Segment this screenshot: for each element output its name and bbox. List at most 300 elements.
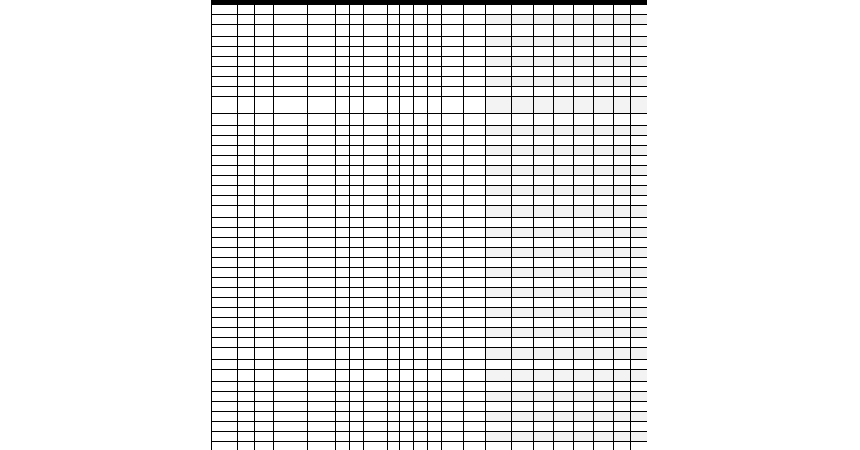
table-cell [614,196,631,206]
table-cell [274,308,308,318]
table-cell [442,156,464,166]
table-cell [274,57,308,67]
table-cell [594,57,614,67]
table-cell [308,382,336,392]
table-cell [486,47,512,57]
table-cell [594,338,614,348]
table-cell [534,97,554,114]
table-cell [414,348,428,360]
table-cell [428,15,442,25]
table-cell [238,37,255,47]
table-cell [574,114,594,126]
table-cell [212,114,238,126]
table-cell [554,370,574,382]
table-cell [614,166,631,176]
table-cell [308,360,336,370]
table-cell [594,432,614,442]
table-cell [400,360,414,370]
table-cell [574,318,594,328]
table-cell [274,348,308,360]
table-row [212,432,648,442]
table-row [212,412,648,422]
table-cell [428,382,442,392]
table-cell [428,37,442,47]
table-cell [364,5,388,15]
table-cell [554,47,574,57]
table-cell [464,348,486,360]
table-cell [336,67,350,77]
table-cell [238,258,255,268]
table-cell [414,186,428,196]
table-cell [574,206,594,218]
table-cell [631,278,648,288]
table-cell [512,338,534,348]
table-cell [428,176,442,186]
table-cell [631,25,648,37]
table-cell [428,238,442,248]
table-cell [238,370,255,382]
table-cell [486,422,512,432]
table-cell [400,298,414,308]
table-cell [574,126,594,136]
table-cell [400,338,414,348]
table-cell [574,268,594,278]
table-cell [255,402,274,412]
table-cell [534,15,554,25]
table-cell [464,308,486,318]
table-cell [350,248,364,258]
table-cell [274,206,308,218]
table-cell [574,97,594,114]
table-cell [554,392,574,402]
table-cell [364,218,388,228]
table-cell [212,186,238,196]
table-cell [274,392,308,402]
table-cell [614,422,631,432]
table-row [212,15,648,25]
table-cell [400,392,414,402]
table-cell [428,114,442,126]
table-cell [428,268,442,278]
table-cell [512,288,534,298]
table-cell [388,228,400,238]
table-cell [308,288,336,298]
table-cell [614,114,631,126]
table-cell [238,25,255,37]
table-cell [534,218,554,228]
table-cell [414,47,428,57]
table-cell [238,218,255,228]
table-cell [212,25,238,37]
table-cell [350,5,364,15]
table-cell [400,47,414,57]
table-cell [594,228,614,238]
table-cell [388,318,400,328]
table-cell [428,412,442,422]
table-cell [364,288,388,298]
table-row [212,196,648,206]
table-cell [364,392,388,402]
table-cell [428,248,442,258]
table-cell [554,278,574,288]
table-cell [238,196,255,206]
table-cell [594,392,614,402]
table-cell [400,15,414,25]
table-cell [534,126,554,136]
table-cell [350,196,364,206]
table-cell [442,432,464,442]
table-cell [274,186,308,196]
table-cell [350,15,364,25]
table-cell [614,126,631,136]
table-cell [414,87,428,97]
table-cell [238,166,255,176]
table-cell [534,370,554,382]
table-cell [574,422,594,432]
table-cell [554,258,574,268]
table-cell [486,442,512,450]
table-cell [594,348,614,360]
table-cell [414,422,428,432]
table-cell [574,402,594,412]
table-cell [308,238,336,248]
table-cell [442,57,464,67]
table-cell [255,278,274,288]
table-cell [388,5,400,15]
table-cell [388,422,400,432]
table-row [212,442,648,450]
table-row [212,166,648,176]
table-cell [255,15,274,25]
table-cell [534,156,554,166]
table-cell [400,442,414,450]
table-cell [486,248,512,258]
table-cell [212,278,238,288]
table-cell [388,402,400,412]
table-row [212,176,648,186]
table-cell [534,308,554,318]
table-cell [554,136,574,146]
table-cell [350,348,364,360]
table-cell [486,360,512,370]
table-cell [631,37,648,47]
table-cell [554,412,574,422]
table-cell [212,382,238,392]
table-cell [336,166,350,176]
table-cell [464,146,486,156]
table-cell [486,308,512,318]
table-cell [350,77,364,87]
table-cell [631,370,648,382]
table-cell [212,5,238,15]
table-cell [428,196,442,206]
table-cell [336,422,350,432]
table-cell [464,422,486,432]
table-cell [534,87,554,97]
table-cell [614,228,631,238]
table-cell [388,278,400,288]
table-cell [631,87,648,97]
table-cell [631,318,648,328]
table-cell [400,97,414,114]
table-cell [388,412,400,422]
table-cell [350,25,364,37]
table-cell [594,308,614,318]
table-cell [255,218,274,228]
table-cell [364,360,388,370]
table-cell [512,228,534,238]
table-cell [274,278,308,288]
table-cell [464,25,486,37]
table-cell [212,328,238,338]
table-cell [534,298,554,308]
table-cell [486,228,512,238]
table-cell [400,37,414,47]
table-cell [364,308,388,318]
table-cell [428,328,442,338]
table-cell [238,156,255,166]
table-cell [388,442,400,450]
table-cell [212,318,238,328]
table-cell [464,238,486,248]
table-cell [534,348,554,360]
table-cell [336,412,350,422]
table-cell [350,176,364,186]
table-cell [414,382,428,392]
table-cell [464,278,486,288]
table-cell [631,186,648,196]
table-cell [336,360,350,370]
table-cell [336,338,350,348]
table-cell [255,248,274,258]
table-cell [554,206,574,218]
table-cell [534,67,554,77]
table-cell [486,156,512,166]
table-cell [442,422,464,432]
table-cell [274,328,308,338]
table-cell [400,114,414,126]
table-cell [336,47,350,57]
table-cell [442,238,464,248]
table-cell [594,288,614,298]
table-cell [486,432,512,442]
table-cell [238,228,255,238]
table-cell [364,25,388,37]
table-cell [486,136,512,146]
table-cell [364,268,388,278]
table-cell [364,114,388,126]
table-cell [554,382,574,392]
table-cell [414,77,428,87]
table-cell [238,360,255,370]
table-cell [364,402,388,412]
table-cell [308,370,336,382]
table-cell [414,392,428,402]
table-cell [512,206,534,218]
table-cell [212,166,238,176]
table-cell [512,308,534,318]
table-cell [350,308,364,318]
table-cell [350,47,364,57]
table-cell [388,328,400,338]
table-cell [594,382,614,392]
table-cell [274,258,308,268]
table-cell [614,206,631,218]
table-cell [364,206,388,218]
table-cell [212,176,238,186]
table-cell [350,328,364,338]
table-cell [400,238,414,248]
table-cell [614,382,631,392]
table-row [212,47,648,57]
table-cell [442,114,464,126]
table-cell [631,176,648,186]
table-cell [512,57,534,67]
table-cell [364,77,388,87]
table-cell [614,77,631,87]
table-cell [594,258,614,268]
table-cell [308,146,336,156]
table-cell [614,156,631,166]
table-cell [428,318,442,328]
table-cell [400,206,414,218]
table-cell [212,47,238,57]
table-cell [428,360,442,370]
table-cell [574,15,594,25]
table-cell [255,67,274,77]
table-cell [336,146,350,156]
table-cell [512,176,534,186]
table-cell [464,370,486,382]
table-cell [274,67,308,77]
table-row [212,382,648,392]
table-cell [486,218,512,228]
table-cell [364,298,388,308]
table-row [212,258,648,268]
table-cell [428,370,442,382]
table-cell [594,360,614,370]
table-cell [388,206,400,218]
table-cell [364,67,388,77]
table-cell [554,176,574,186]
table-cell [212,228,238,238]
table-cell [308,37,336,47]
table-cell [274,402,308,412]
table-cell [388,146,400,156]
table-cell [428,402,442,412]
table-cell [388,298,400,308]
table-cell [614,298,631,308]
table-cell [336,298,350,308]
table-cell [574,370,594,382]
table-cell [631,268,648,278]
table-cell [400,196,414,206]
table-cell [512,156,534,166]
table-cell [238,348,255,360]
table-cell [486,67,512,77]
table-cell [614,5,631,15]
table-cell [238,136,255,146]
table-cell [364,328,388,338]
table-cell [414,25,428,37]
table-cell [594,5,614,15]
table-cell [512,422,534,432]
table-cell [428,136,442,146]
table-cell [554,114,574,126]
table-row [212,370,648,382]
table-cell [414,238,428,248]
table-cell [255,136,274,146]
table-cell [364,278,388,288]
table-cell [255,37,274,47]
table-cell [364,166,388,176]
table-cell [400,25,414,37]
table-cell [336,392,350,402]
table-cell [255,114,274,126]
table-cell [442,258,464,268]
table-cell [255,318,274,328]
table-cell [614,370,631,382]
table-cell [388,308,400,318]
table-cell [350,298,364,308]
table-cell [512,5,534,15]
table-cell [414,228,428,238]
table-cell [336,25,350,37]
table-cell [442,318,464,328]
table-cell [238,298,255,308]
table-cell [238,318,255,328]
table-cell [486,348,512,360]
table-cell [364,228,388,238]
table-cell [464,442,486,450]
table-cell [534,166,554,176]
table-cell [255,186,274,196]
table-cell [238,432,255,442]
table-cell [350,412,364,422]
table-cell [388,87,400,97]
table-cell [336,114,350,126]
table-cell [428,338,442,348]
table-cell [512,392,534,402]
table-cell [388,176,400,186]
table-cell [308,196,336,206]
table-cell [428,77,442,87]
table-cell [336,206,350,218]
table-cell [212,196,238,206]
table-cell [212,412,238,422]
table-cell [574,186,594,196]
table-cell [574,248,594,258]
table-cell [442,228,464,238]
table-cell [364,412,388,422]
table-cell [414,156,428,166]
table-cell [512,67,534,77]
table-cell [238,5,255,15]
table-cell [442,278,464,288]
table-cell [428,278,442,288]
table-cell [308,442,336,450]
table-cell [442,67,464,77]
table-cell [274,166,308,176]
table-cell [554,432,574,442]
table-cell [594,25,614,37]
table-cell [388,25,400,37]
table-cell [308,87,336,97]
table-cell [238,146,255,156]
table-cell [274,442,308,450]
table-cell [486,370,512,382]
table-cell [400,432,414,442]
